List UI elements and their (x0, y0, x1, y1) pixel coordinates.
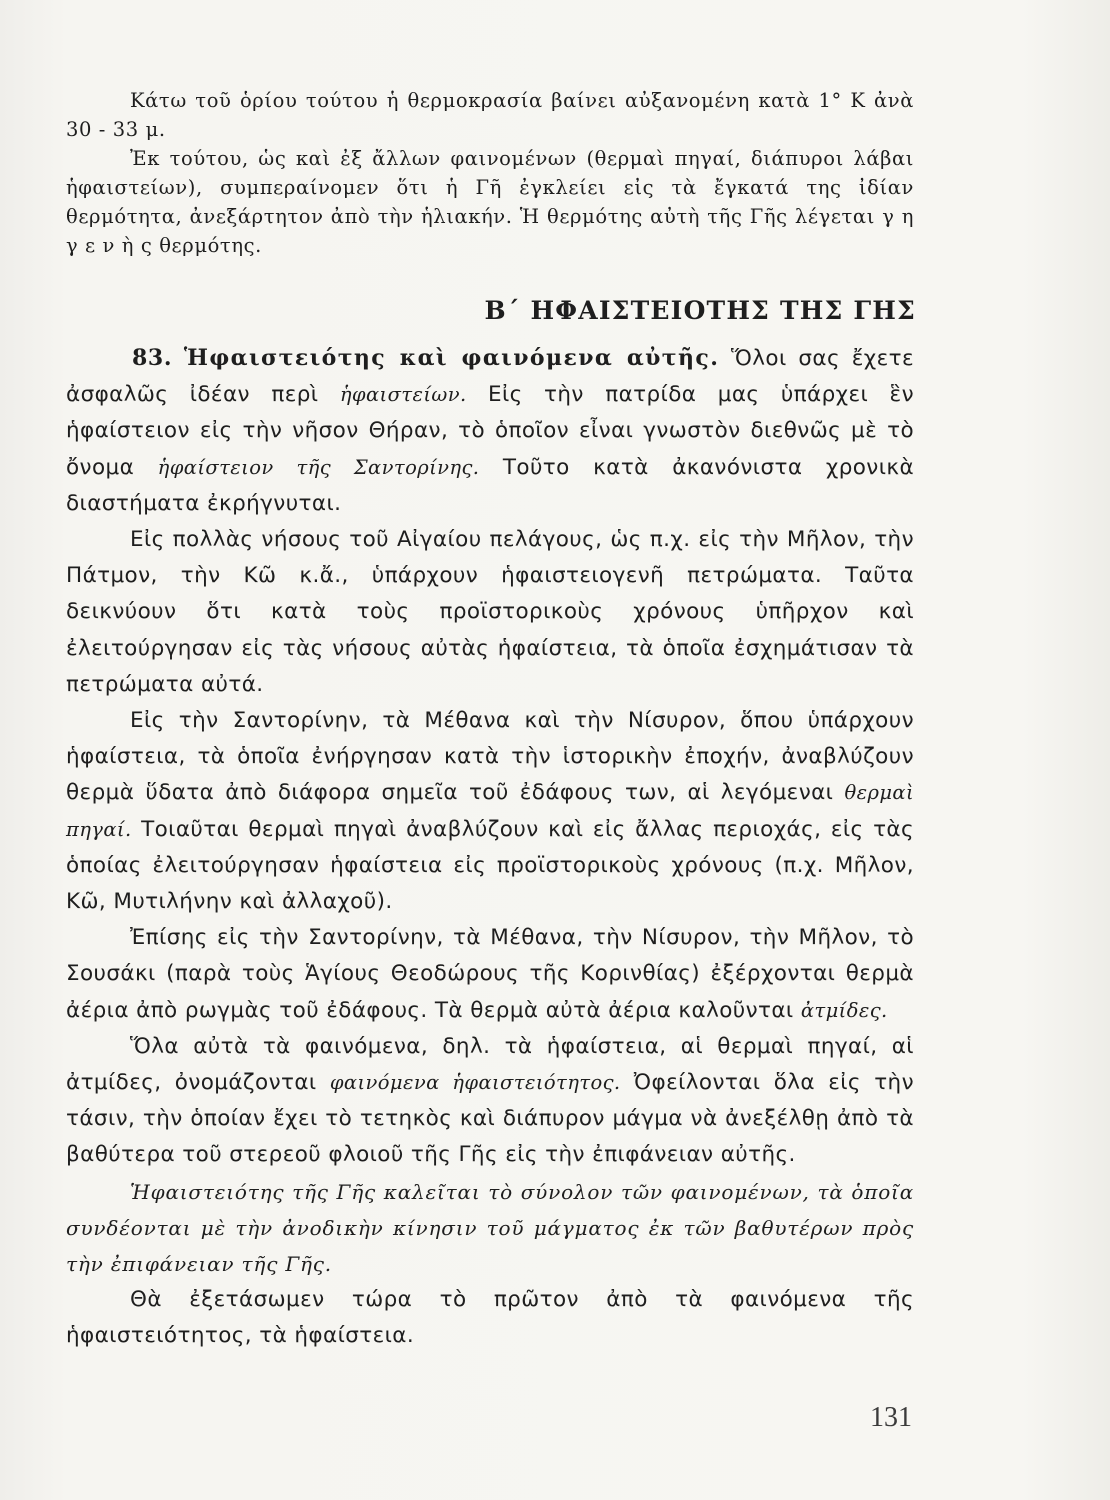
intro-paragraph-1-text: Κάτω τοῦ ὁρίου τούτου ἡ θερμοκρασία βαίνει αὐξανομένη κατὰ 1° Κ ἀνὰ 30 - 33 μ. (66, 89, 914, 141)
definition-text: Ἡφαιστειότης τῆς Γῆς καλεῖται τὸ σύνολον τῶν φαινομένων, τὰ ὁποῖα συνδέονται μὲ τὴν ἀνοδικὴν κίνησιν τοῦ μάγματος ἐκ τῶν βαθυτέρων πρὸς τὴν ἐπιφάνειαν τῆς Γῆς. (66, 1179, 914, 1277)
italic-term-volcanic-phenomena: φαινόμενα ἡφαιστειότητος. (329, 1071, 621, 1095)
page-number: 131 (870, 1402, 912, 1433)
intro-block (66, 86, 914, 260)
section-paragraph-2-text: Εἰς πολλὰς νήσους τοῦ Αἰγαίου πελάγους, ὡς π.χ. εἰς τὴν Μῆλον, τὴν Πάτμον, τὴν Κῶ κ.ἄ., ὑπάρχουν ἡφαιστειογενῆ πετρώματα. Ταῦτα δεικνύουν ὅτι κατὰ τοὺς προϊστορικοὺς χρόνους ὑπῆρχον καὶ ἐλειτούργησαν εἰς τὰς νήσους αὐτὰς ἡφαίστεια, τὰ ὁποῖα ἐσχημάτισαν τὰ πετρώματα αὐτά. (66, 527, 914, 697)
chapter-heading: Β΄ ΗΦΑΙΣΤΕΙΟΤΗΣ ΤΗΣ ΓΗΣ (484, 296, 916, 325)
italic-term-volcanoes: ἡφαιστείων. (339, 383, 467, 407)
intro-paragraph-1 (66, 86, 914, 144)
section-paragraph-5 (66, 1029, 914, 1174)
italic-term-hot-springs: θερμαὶ πηγαί. (66, 781, 915, 841)
section-paragraph-1-text-a: Ὅλοι σας ἔχετε ἀσφαλῶς ἰδέαν περὶ (66, 346, 915, 408)
section-paragraph-1-text-b: Εἰς τὴν πατρίδα μας ὑπάρχει ἓν ἡφαίστειον εἰς τὴν νῆσον Θήραν, τὸ ὁποῖον εἶναι γνωστὸν διεθνῶς μὲ τὸ ὄνομα (66, 382, 914, 480)
section-number: 83. (132, 345, 173, 371)
section-paragraph-1 (66, 340, 914, 522)
section-paragraph-5-text-a: Ὅλα αὐτὰ τὰ φαινόμενα, δηλ. τὰ ἡφαίστεια, αἱ θερμαὶ πηγαί, αἱ ἀτμίδες, ὀνομάζονται (66, 1033, 914, 1096)
section-paragraph-3 (66, 703, 914, 920)
section-paragraph-6-text: Θὰ ἐξετάσωμεν τώρα τὸ πρῶτον ἀπὸ τὰ φαινόμενα τῆς ἡφαιστειότητος, τὰ ἡφαίστεια. (66, 1287, 914, 1349)
section-paragraph-3-text-a: Εἰς τὴν Σαντορίνην, τὰ Μέθανα καὶ τὴν Νίσυρον, ὅπου ὑπάρχουν ἡφαίστεια, τὰ ὁποῖα ἐνήργησαν κατὰ τὴν ἱστορικὴν ἐποχήν, ἀναβλύζουν θερμὰ ὕδατα ἀπὸ διάφορα σημεῖα τοῦ ἐδάφους των, αἱ λεγόμεναι (66, 708, 914, 806)
italic-term-fumaroles: ἀτμίδες. (800, 998, 888, 1022)
definition-paragraph (66, 1174, 914, 1283)
section-paragraph-1-text-c: Τοῦτο κατὰ ἀκανόνιστα χρονικὰ διαστήματα ἐκρήγνυται. (66, 454, 915, 516)
section-paragraph-2 (66, 522, 914, 703)
intro-paragraph-2-text: Ἐκ τούτου, ὡς καὶ ἐξ ἄλλων φαινομένων (θερμαὶ πηγαί, διάπυροι λάβαι ἡφαιστείων), συμπεραίνομεν ὅτι ἡ Γῆ ἐγκλείει εἰς τὰ ἔγκατά της ἰδίαν θερμότητα, ἀνεξάρτητον ἀπὸ τὴν ἡλιακήν. Ἡ θερμότης αὐτὴ τῆς Γῆς λέγεται γ η γ ε ν ὴ ς θερμότης. (66, 147, 914, 257)
section-paragraph-4 (66, 920, 914, 1029)
section-paragraph-4-text-a: Ἐπίσης εἰς τὴν Σαντορίνην, τὰ Μέθανα, τὴν Νίσυρον, τὴν Μῆλον, τὸ Σουσάκι (παρὰ τοὺς Ἁγίους Θεοδώρους τῆς Κορινθίας) ἐξέρχονται θερμὰ ἀέρια ἀπὸ ρωγμὰς τοῦ ἐδάφους. Τὰ θερμὰ αὐτὰ ἀέρια καλοῦνται (66, 925, 914, 1023)
italic-term-santorini-volcano: ἡφαίστειον τῆς Σαντορίνης. (157, 455, 480, 479)
section-paragraph-5-text-b: Ὀφείλονται ὅλα εἰς τὴν τάσιν, τὴν ὁποίαν ἔχει τὸ τετηκὸς καὶ διάπυρον μάγμα νὰ ἀνεξέλθῃ ἀπὸ τὰ βαθύτερα τοῦ στερεοῦ φλοιοῦ τῆς Γῆς εἰς τὴν ἐπιφάνειαν αὐτῆς. (66, 1070, 914, 1168)
section-83 (66, 340, 914, 1355)
section-paragraph-6 (66, 1282, 914, 1354)
section-paragraph-3-text-b: Τοιαῦται θερμαὶ πηγαὶ ἀναβλύζουν καὶ εἰς ἄλλας περιοχάς, εἰς τὰς ὁποίας ἐλειτούργησαν ἡφαίστεια εἰς προϊστορικοὺς χρόνους (π.χ. Μῆλον, Κῶ, Μυτιλήνην καὶ ἀλλαχοῦ). (66, 816, 915, 915)
intro-paragraph-2 (66, 144, 914, 260)
section-title: Ἡφαιστειότης καὶ φαινόμενα αὐτῆς. (183, 345, 720, 371)
